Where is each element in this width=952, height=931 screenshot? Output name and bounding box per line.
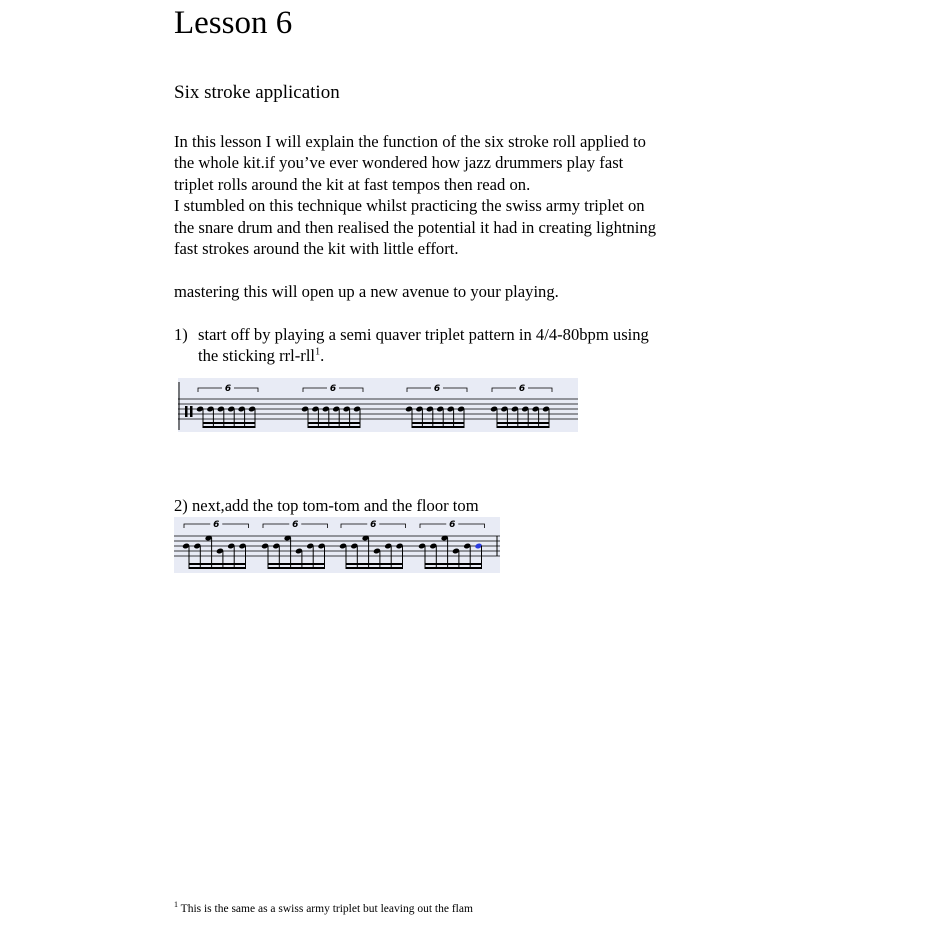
beam: [425, 563, 482, 565]
notation2-tuplet-labels: [213, 520, 455, 530]
beam: [203, 426, 255, 428]
beam: [497, 422, 549, 424]
beam: [412, 422, 464, 424]
notation1-tuplet-labels: [225, 384, 525, 394]
step1-line2-end: .: [320, 346, 325, 366]
tuplet-label: 6: [518, 384, 526, 394]
notation-snare-pattern: [178, 378, 578, 432]
step2-line: 2) next,add the top tom-tom and the floor tom: [174, 496, 479, 515]
tuplet-label: 6: [224, 384, 232, 394]
footnote-number: 1: [174, 900, 178, 910]
beam: [346, 567, 403, 569]
step1-line1: start off by playing a semi quaver triplet pattern in 4/4-80bpm using: [198, 325, 649, 344]
notation2-notes: [182, 524, 485, 569]
notation1-notes: [196, 388, 552, 428]
beam: [412, 426, 464, 428]
lesson-title: Lesson 6: [174, 5, 293, 41]
step1-number: 1): [174, 325, 188, 344]
beam: [189, 567, 246, 569]
mastering-line: mastering this will open up a new avenue to your playing.: [174, 282, 559, 301]
step1-line2: [198, 345, 728, 366]
beam: [497, 426, 549, 428]
tuplet-label: 6: [433, 384, 441, 394]
tuplet-label: 6: [370, 520, 377, 530]
beam: [425, 567, 482, 569]
intro-line: triplet rolls around the kit at fast tempos then read on.: [174, 174, 531, 194]
footnote-text: This is the same as a swiss army triplet but leaving out the flam: [180, 903, 473, 915]
beam: [203, 422, 255, 424]
tuplet-label: 6: [213, 520, 220, 530]
beam: [308, 422, 360, 424]
beam: [189, 563, 246, 565]
intro-line: In this lesson I will explain the function of the six stroke roll applied to: [174, 132, 646, 151]
footnote: [174, 902, 473, 916]
step1-line2-text: the sticking rrl-rll: [198, 346, 316, 366]
tuplet-label: 6: [449, 520, 456, 530]
beam: [346, 563, 403, 565]
beam: [308, 426, 360, 428]
footnote-ref[interactable]: 1: [315, 346, 321, 358]
beam: [268, 563, 325, 565]
intro-line: the snare drum and then realised the potential it had in creating lightning: [174, 217, 656, 237]
tuplet-label: 6: [329, 384, 337, 394]
intro-line: I stumbled on this technique whilst practicing the swiss army triplet on: [174, 196, 645, 216]
percussion-clef: [185, 406, 188, 417]
intro-line: fast strokes around the kit with little effort.: [174, 239, 459, 258]
intro-line: the whole kit.if you’ve ever wondered how jazz drummers play fast: [174, 153, 624, 173]
beam: [268, 567, 325, 569]
lesson-subtitle: Six stroke application: [174, 82, 340, 103]
notation-kit-pattern: [174, 517, 500, 573]
tuplet-label: 6: [292, 520, 299, 530]
